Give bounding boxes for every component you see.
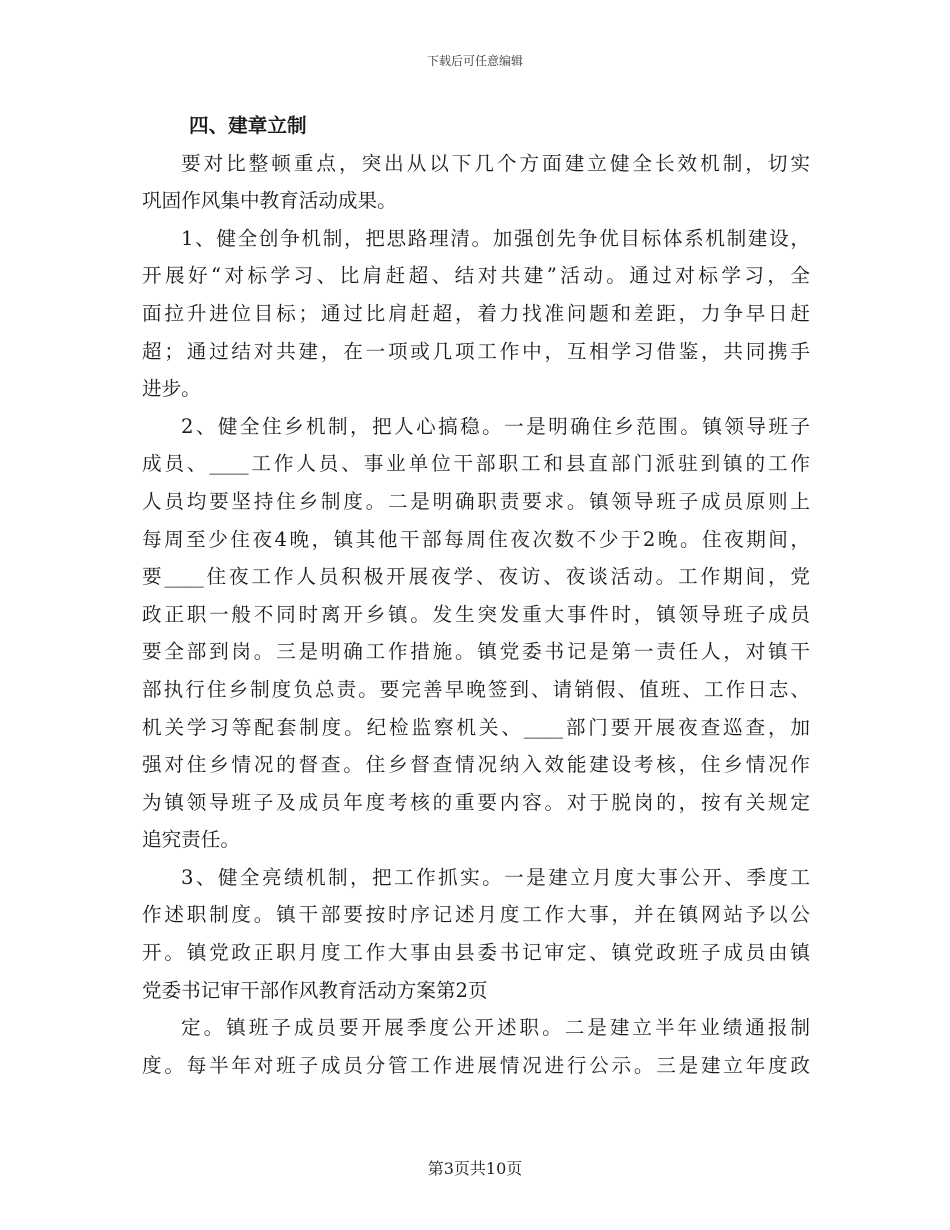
- paragraph-line: 强对住乡情况的督查。住乡督查情况纳入效能建设考核，住乡情况作: [142, 753, 810, 777]
- paragraph-line: 进步。: [142, 377, 201, 401]
- paragraph-line: 成员、____工作人员、事业单位干部职工和县直部门派驻到镇的工作: [142, 452, 810, 476]
- paragraph-line: 开。镇党政正职月度工作大事由县委书记审定、镇党政班子成员由镇: [142, 941, 810, 965]
- paragraph-line: 度。每半年对班子成员分管工作进展情况进行公示。三是建立年度政: [142, 1053, 810, 1077]
- paragraph-line: 为镇领导班子及成员年度考核的重要内容。对于脱岗的，按有关规定: [142, 790, 810, 814]
- paragraph-line: 超；通过结对共建，在一项或几项工作中，互相学习借鉴，共同携手: [142, 339, 810, 363]
- paragraph-line: 要____住夜工作人员积极开展夜学、夜访、夜谈活动。工作期间，党: [142, 565, 810, 589]
- paragraph-line: 定。镇班子成员要开展季度公开述职。二是建立半年业绩通报制: [181, 1016, 810, 1040]
- paragraph-line: 党委书记审干部作风教育活动方案第2页: [142, 978, 488, 1002]
- paragraph-line: 开展好“对标学习、比肩赶超、结对共建”活动。通过对标学习，全: [142, 264, 810, 288]
- paragraph-line: 巩固作风集中教育活动成果。: [142, 189, 397, 213]
- page-header: 下载后可任意编辑: [426, 54, 523, 68]
- paragraph-line: 1、健全创争机制，把思路理清。加强创先争优目标体系机制建设，: [181, 226, 810, 250]
- paragraph-line: 部执行住乡制度负总责。要完善早晚签到、请销假、值班、工作日志、: [142, 677, 810, 701]
- paragraph-line: 要对比整顿重点，突出从以下几个方面建立健全长效机制，切实: [181, 151, 810, 175]
- page-footer: 第3页共10页: [427, 1159, 523, 1178]
- paragraph-line: 3、健全亮绩机制，把工作抓实。一是建立月度大事公开、季度工: [181, 865, 810, 889]
- paragraph-line: 机关学习等配套制度。纪检监察机关、____部门要开展夜查巡查，加: [142, 715, 810, 739]
- section-heading: 四、建章立制: [189, 114, 307, 137]
- paragraph-line: 作述职制度。镇干部要按时序记述月度工作大事，并在镇网站予以公: [142, 903, 810, 927]
- paragraph-line: 每周至少住夜4晚，镇其他干部每周住夜次数不少于2晚。住夜期间，: [142, 527, 810, 551]
- paragraph-line: 政正职一般不同时离开乡镇。发生突发重大事件时，镇领导班子成员: [142, 602, 810, 626]
- document-body: [142, 107, 810, 1084]
- paragraph-line: 追究责任。: [142, 828, 240, 852]
- paragraph-line: 要全部到岗。三是明确工作措施。镇党委书记是第一责任人，对镇干: [142, 640, 810, 664]
- paragraph-line: 面拉升进位目标；通过比肩赶超，着力找准问题和差距，力争早日赶: [142, 301, 810, 325]
- paragraph-line: 人员均要坚持住乡制度。二是明确职责要求。镇领导班子成员原则上: [142, 489, 810, 513]
- paragraph-line: 2、健全住乡机制，把人心搞稳。一是明确住乡范围。镇领导班子: [181, 414, 810, 438]
